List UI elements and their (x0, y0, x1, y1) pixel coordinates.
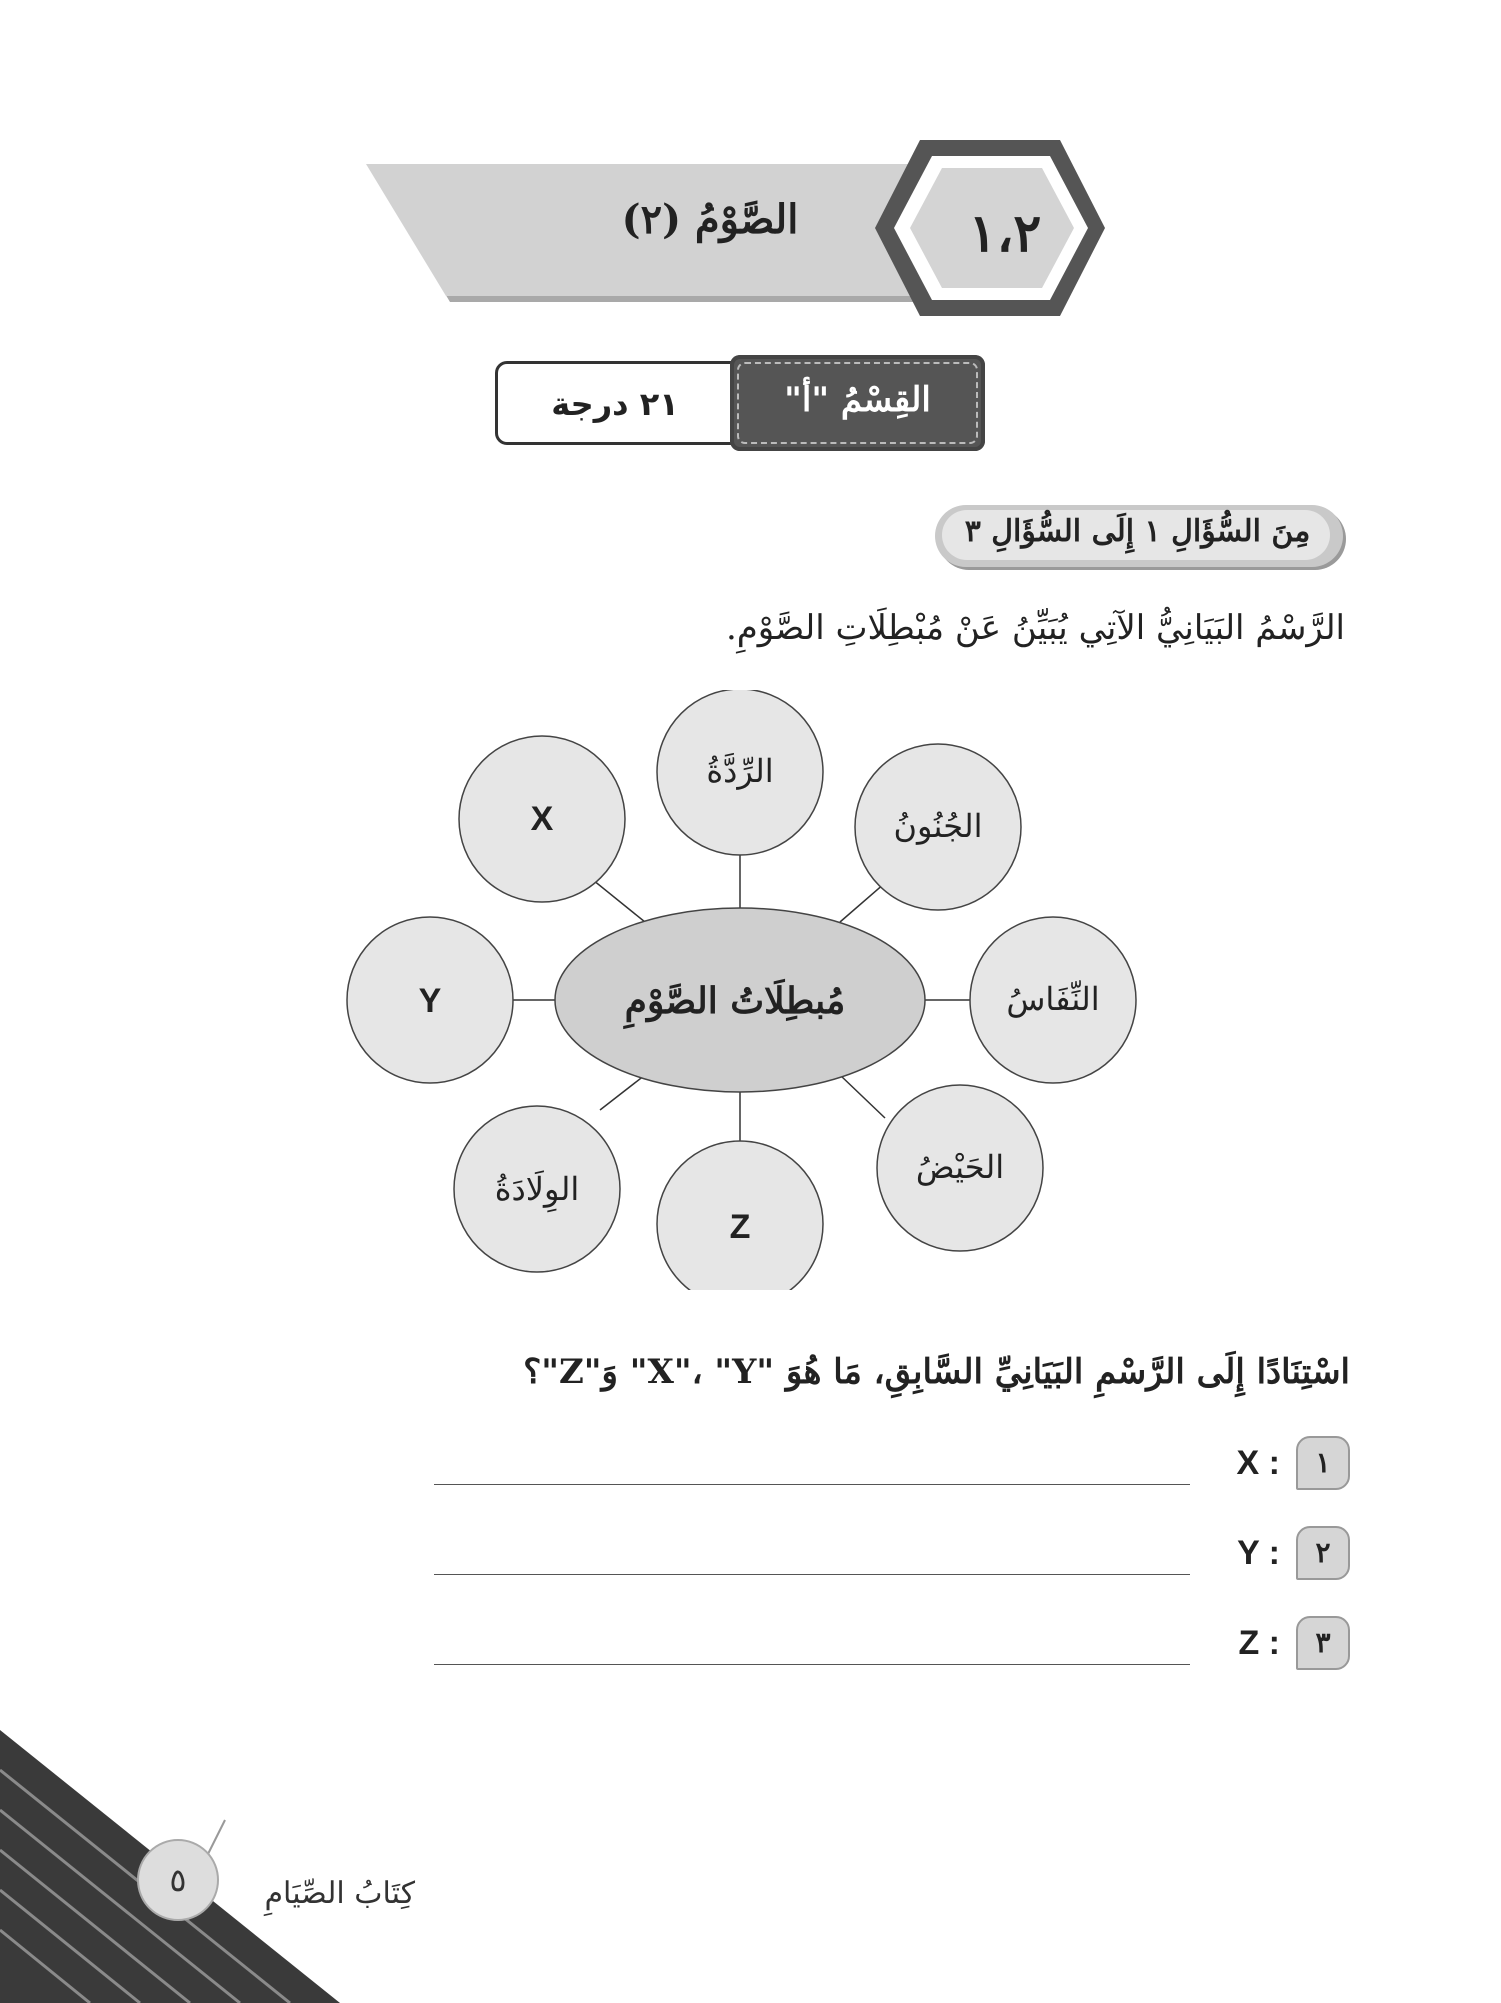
footer-stripes (0, 1730, 420, 2003)
intro-text: الرَّسْمُ البَيَانِيُّ الآتِي يُبَيِّنُ عَنْ مُبْطِلَاتِ الصَّوْمِ. (725, 608, 1345, 648)
node-top-right-label: الجُنُونُ (893, 807, 983, 845)
lesson-title: الصَّوْمُ (٢) (621, 196, 799, 243)
section-points: ٢١ درجة (551, 385, 679, 423)
connector-top-right (840, 883, 885, 922)
answer-number-badge: ٢ (1296, 1526, 1350, 1580)
book-title: كِتَابُ الصِّيَامِ (264, 1876, 415, 1911)
answer-row-y (430, 1526, 1350, 1586)
answer-label: Y : (1237, 1534, 1280, 1572)
question-range: مِنَ السُّؤَالِ ١ إِلَى السُّؤَالِ ٣ (964, 514, 1311, 549)
answer-row-x (430, 1436, 1350, 1496)
answer-line-y[interactable] (434, 1574, 1190, 1575)
node-bottom-left-label: الوِلَادَةُ (494, 1170, 580, 1208)
node-right-label: النِّفَاسُ (1006, 980, 1100, 1018)
lesson-number: ١،٢ (968, 203, 1042, 264)
node-top-label: الرِّدَّةُ (706, 752, 774, 790)
question-text: اسْتِنَادًا إِلَى الرَّسْمِ البَيَانِيِّ السَّابِقِ، مَا هُوَ "X"، "Y" وَ"Z"؟ (523, 1352, 1350, 1392)
section-label: القِسْمُ "أ" (784, 380, 931, 420)
answer-line-x[interactable] (434, 1484, 1190, 1485)
connector-bottom-left (600, 1075, 645, 1110)
connector-bottom-right (840, 1075, 885, 1118)
page-number: ٥ (169, 1861, 187, 1899)
answer-label: Z : (1238, 1624, 1280, 1662)
connector-top-left (593, 880, 645, 922)
answer-label: X : (1236, 1444, 1280, 1482)
answer-line-z[interactable] (434, 1664, 1190, 1665)
node-top-left-label: X (530, 800, 554, 838)
diagram-center-label: مُبطِلَاتُ الصَّوْمِ (624, 980, 846, 1022)
answer-number-badge: ١ (1296, 1436, 1350, 1490)
node-bottom-right-label: الحَيْضُ (915, 1148, 1005, 1186)
node-bottom-label: Z (729, 1208, 751, 1246)
node-left-label: Y (418, 982, 442, 1020)
answer-number-badge: ٣ (1296, 1616, 1350, 1670)
answer-row-z (430, 1616, 1350, 1676)
